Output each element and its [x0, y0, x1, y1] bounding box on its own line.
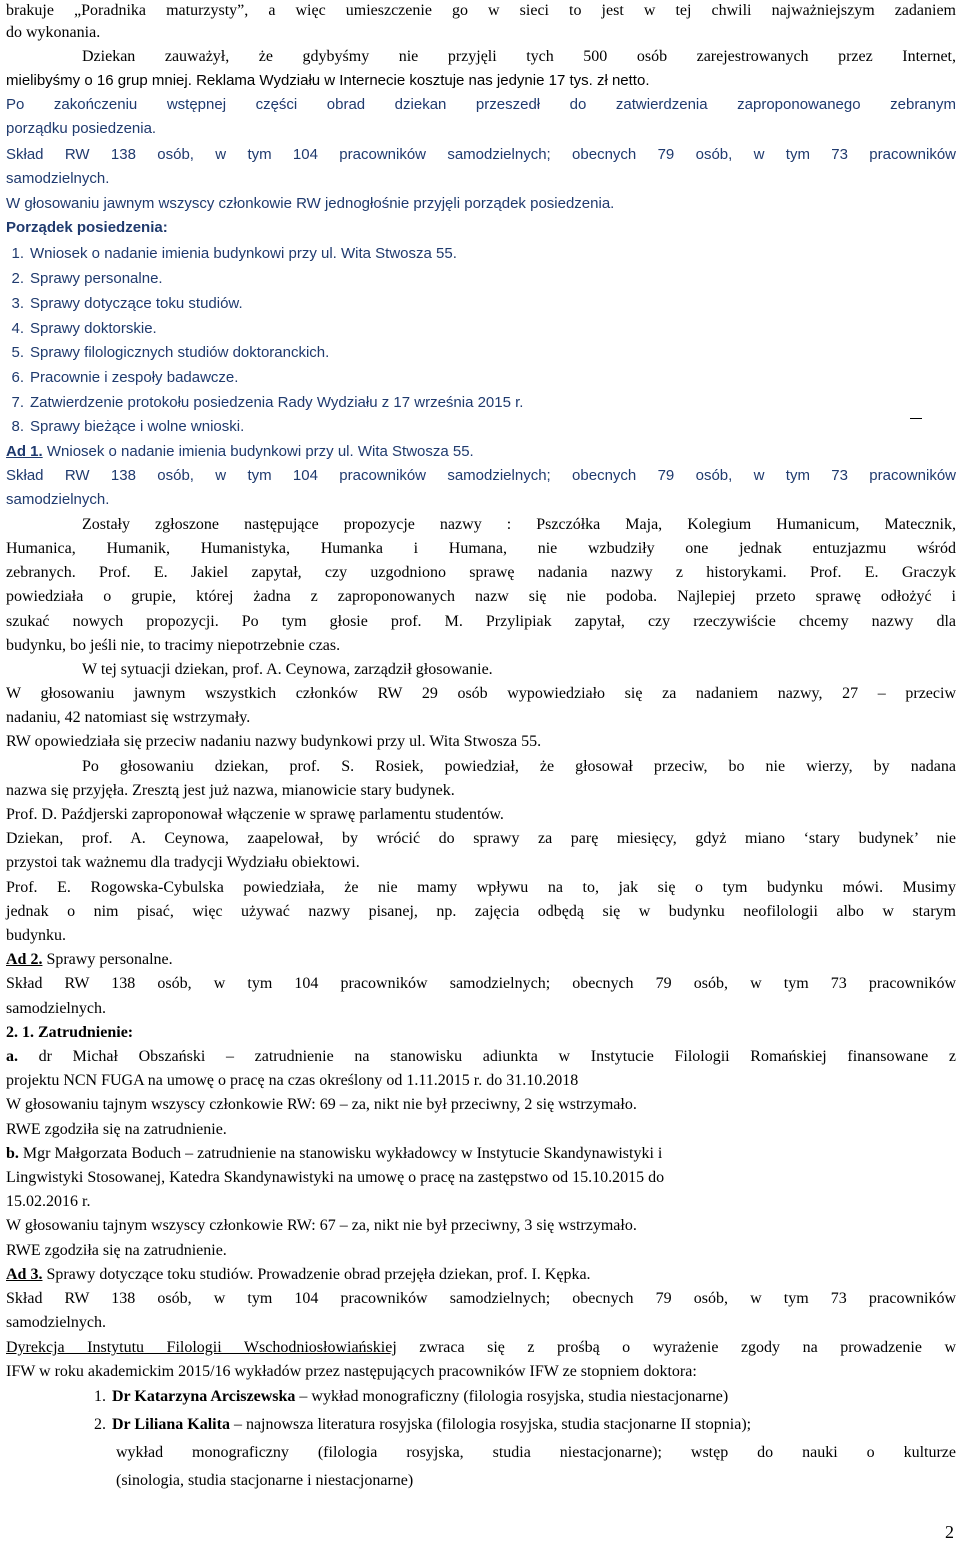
- text-line: W głosowaniu tajnym wszyscy członkowie RW: 67 – za, nikt nie był przeciwny, 3 się wstrzymało.: [6, 1217, 637, 1234]
- text-line: szukać nowych propozycji. Po tym głosie prof. M. Przylipiak zapytał, czy rzeczywiście chcemy nazwy dla: [6, 613, 956, 630]
- text-line: a. dr Michał Obszański – zatrudnienie na stanowisku adiunkta w Instytucie Filologii Romańskiej finansowane z: [6, 1048, 956, 1065]
- text-line: (sinologia, studia stacjonarne i niestacjonarne): [116, 1472, 414, 1489]
- text-line: W tej sytuacji dziekan, prof. A. Ceynowa, zarządził głosowanie.: [82, 661, 493, 678]
- agenda-heading: Porządek posiedzenia:: [6, 219, 168, 236]
- list-item: 2. Dr Liliana Kalita – najnowsza literatura rosyjska (filologia rosyjska, studia stacjonarne II stopnia);: [94, 1416, 752, 1433]
- page-number: 2: [945, 1522, 954, 1542]
- text-line: W głosowaniu jawnym wszyscy członkowie RW jednogłośnie przyjęli porządek posiedzenia.: [6, 195, 615, 212]
- text-line: nazwa się przyjęła. Zresztą jest już nazwa, mianowicie stary budynek.: [6, 782, 455, 799]
- text-line: b. Mgr Małgorzata Boduch – zatrudnienie na stanowisku wykładowcy w Instytucie Skandynawistyki i: [6, 1145, 663, 1162]
- ad2-heading: Ad 2. Sprawy personalne.: [6, 951, 173, 968]
- text-line: Zostały zgłoszone następujące propozycje nazwy : Pszczółka Maja, Kolegium Humanicum, Matecznik,: [82, 516, 956, 533]
- text-line: Skład RW 138 osób, w tym 104 pracowników samodzielnych; obecnych 79 osób, w tym 73 pracowników: [6, 467, 956, 484]
- text-line: Dziekan, prof. A. Ceynowa, zaapelował, by wrócić do sprawy za parę miesięcy, gdyż miano ‘stary budynek’ nie: [6, 830, 956, 847]
- text-line: 15.02.2016 r.: [6, 1193, 91, 1210]
- list-item: 1. Dr Katarzyna Arciszewska – wykład monograficzny (filologia rosyjska, studia niestacjonarne): [94, 1388, 729, 1405]
- text-line: wykład monograficzny (filologia rosyjska, studia niestacjonarne); wstęp do nauki o kulturze: [116, 1444, 956, 1461]
- text-line: IFW w roku akademickim 2015/16 wykładów przez następujących pracowników IFW ze stopniem doktora:: [6, 1363, 697, 1380]
- text-line: zebranych. Prof. E. Jakiel zapytał, czy uzgodniono sprawę nadania nazwy z historykami. Prof. E. Graczyk: [6, 564, 956, 581]
- text-line: Lingwistyki Stosowanej, Katedra Skandynawistyki na umowę o pracę na zastępstwo od 15.10.2015 do: [6, 1169, 665, 1186]
- text-line: nadaniu, 42 natomiast się wstrzymały.: [6, 709, 251, 726]
- text-line: budynku.: [6, 927, 66, 944]
- ad1-heading: Ad 1. Wniosek o nadanie imienia budynkowi przy ul. Wita Stwosza 55.: [6, 443, 474, 460]
- subsection-heading: 2. 1. Zatrudnienie:: [6, 1024, 134, 1041]
- text-line: RWE zgodziła się na zatrudnienie.: [6, 1242, 227, 1259]
- text-line: Skład RW 138 osób, w tym 104 pracowników samodzielnych; obecnych 79 osób, w tym 73 pracowników: [6, 1290, 956, 1307]
- text-line: Po zakończeniu wstępnej części obrad dziekan przeszedł do zatwierdzenia zaproponowanego zebranym: [6, 96, 956, 113]
- text-line: powiedziała o grupie, której żadna z zaproponowanych nazw się nie podoba. Najlepiej przeto sprawę odłożyć i: [6, 588, 956, 605]
- text-line: Prof. D. Paźdjerski zaproponował włączenie w sprawę parlamentu studentów.: [6, 806, 504, 823]
- text-line: W głosowaniu tajnym wszyscy członkowie RW: 69 – za, nikt nie był przeciwny, 2 się wstrzymało.: [6, 1096, 637, 1113]
- text-line: Po głosowaniu dziekan, prof. S. Rosiek, powiedział, że głosował przeciw, bo nie wierzy, by nadana: [82, 758, 956, 775]
- text-line: projektu NCN FUGA na umowę o pracę na czas określony od 1.11.2015 r. do 31.10.2018: [6, 1072, 579, 1089]
- ad3-heading: Ad 3. Sprawy dotyczące toku studiów. Prowadzenie obrad przejęła dziekan, prof. I. Kępka.: [6, 1266, 591, 1283]
- text-line: jednak o nim pisać, więc używać nazwy pisanej, np. zajęcia odbędą się w budynku neofilologii albo w starym: [6, 903, 956, 920]
- text-line: RW opowiedziała się przeciw nadaniu nazwy budynkowi przy ul. Wita Stwosza 55.: [6, 733, 542, 750]
- list-item: 4. Sprawy doktorskie.: [11, 320, 157, 337]
- text-line: samodzielnych.: [6, 170, 110, 187]
- text-line: samodzielnych.: [6, 491, 110, 508]
- text-line: przystoi tak ważnemu dla tradycji Wydziału obiektowi.: [6, 854, 360, 871]
- text-line: do wykonania.: [6, 24, 101, 41]
- list-item: 1. Wniosek o nadanie imienia budynkowi przy ul. Wita Stwosza 55.: [11, 245, 457, 262]
- text-line: samodzielnych.: [6, 1314, 106, 1331]
- text-line: mielibyśmy o 16 grup mniej. Reklama Wydziału w Internecie kosztuje nas jedynie 17 tys. zł netto.: [6, 72, 650, 89]
- text-line: samodzielnych.: [6, 1000, 106, 1017]
- text-line: W głosowaniu jawnym wszystkich członków RW 29 osób wypowiedziało się za nadaniem nazwy, 27 – przeciw: [6, 685, 956, 702]
- list-item: 6. Pracownie i zespoły badawcze.: [11, 369, 239, 386]
- list-item: 3. Sprawy dotyczące toku studiów.: [11, 295, 243, 312]
- list-item: 8. Sprawy bieżące i wolne wnioski.: [11, 418, 245, 435]
- text-line: RWE zgodziła się na zatrudnienie.: [6, 1121, 227, 1138]
- text-line: Skład RW 138 osób, w tym 104 pracowników samodzielnych; obecnych 79 osób, w tym 73 pracowników: [6, 975, 956, 992]
- text-line: Skład RW 138 osób, w tym 104 pracowników samodzielnych; obecnych 79 osób, w tym 73 pracowników: [6, 146, 956, 163]
- dash-mark: [910, 418, 922, 419]
- text-line: Dziekan zauważył, że gdybyśmy nie przyjęli tych 500 osób zarejestrowanych przez Internet,: [82, 48, 956, 65]
- list-item: 7. Zatwierdzenie protokołu posiedzenia Rady Wydziału z 17 września 2015 r.: [11, 394, 524, 411]
- text-line: brakuje „Poradnika maturzysty”, a więc umieszczenie go w sieci to jest w tej chwili najważniejszym zadaniem: [6, 2, 956, 19]
- text-line: Dyrekcja Instytutu Filologii Wschodniosłowiańskiej zwraca się z prośbą o wyrażenie zgody na prowadzenie w: [6, 1339, 956, 1356]
- text-line: porządku posiedzenia.: [6, 120, 157, 137]
- text-line: budynku, bo jeśli nie, to tracimy niepotrzebnie czas.: [6, 637, 341, 654]
- list-item: 2. Sprawy personalne.: [11, 270, 163, 287]
- text-line: Prof. E. Rogowska-Cybulska powiedziała, że nie mamy wpływu na to, jak się o tym budynku mówi. Musimy: [6, 879, 956, 896]
- list-item: 5. Sprawy filologicznych studiów doktoranckich.: [11, 344, 330, 361]
- text-line: Humanica, Humanik, Humanistyka, Humanka i Humana, nie wzbudziły one jednak entuzjazmu wśród: [6, 540, 956, 557]
